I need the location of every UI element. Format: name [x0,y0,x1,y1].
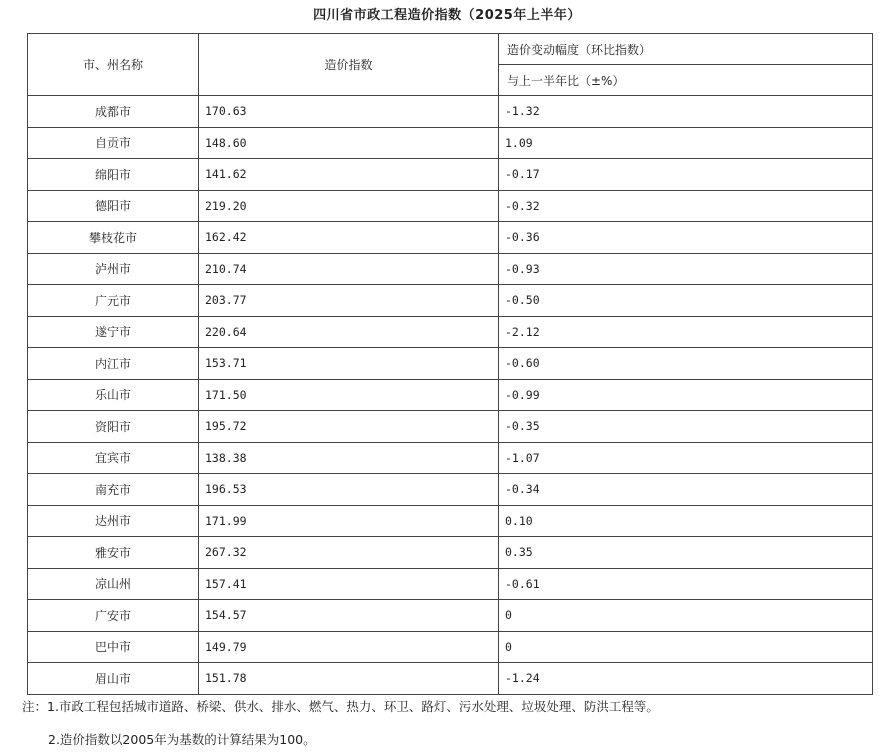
row-city-cell: 雅安市 [28,537,199,569]
table-row [28,190,873,222]
row-change-cell: -0.93 [499,253,873,285]
table-title: 四川省市政工程造价指数（2025年上半年） [313,8,581,23]
table-row [28,568,873,600]
table-row [28,222,873,254]
row-index-cell: 162.42 [199,222,499,254]
header-index: 造价指数 [199,34,499,96]
row-change-cell: -0.34 [499,474,873,506]
table-row [28,379,873,411]
table-row [28,316,873,348]
row-index-cell: 219.20 [199,190,499,222]
row-change-cell: 0.35 [499,537,873,569]
row-city-cell: 自贡市 [28,127,199,159]
row-city-cell: 绵阳市 [28,159,199,191]
note-1: 注：1.市政工程包括城市道路、桥梁、供水、排水、燃气、热力、环卫、路灯、污水处理、垃圾处理、防洪工程等。 [22,699,659,714]
table-row [28,442,873,474]
row-city-cell: 凉山州 [28,568,199,600]
row-index-cell: 138.38 [199,442,499,474]
row-index-cell: 171.99 [199,505,499,537]
row-change-cell: -0.50 [499,285,873,317]
row-city-cell: 泸州市 [28,253,199,285]
table-row [28,474,873,506]
row-city-cell: 广元市 [28,285,199,317]
price-index-table [27,33,873,695]
row-city-cell: 德阳市 [28,190,199,222]
row-change-cell: 0 [499,631,873,663]
row-change-cell: 1.09 [499,127,873,159]
row-index-cell: 151.78 [199,663,499,695]
table-row [28,253,873,285]
row-city-cell: 广安市 [28,600,199,632]
row-city-cell: 遂宁市 [28,316,199,348]
row-index-cell: 154.57 [199,600,499,632]
row-index-cell: 196.53 [199,474,499,506]
header-change-sub: 与上一半年比（±%） [499,65,873,96]
row-change-cell: -0.32 [499,190,873,222]
row-change-cell: -0.17 [499,159,873,191]
row-change-cell: -0.99 [499,379,873,411]
row-city-cell: 成都市 [28,96,199,128]
row-city-cell: 资阳市 [28,411,199,443]
row-city-cell: 巴中市 [28,631,199,663]
row-change-cell: -0.36 [499,222,873,254]
row-index-cell: 203.77 [199,285,499,317]
table-row [28,348,873,380]
row-index-cell: 170.63 [199,96,499,128]
table-row [28,631,873,663]
row-index-cell: 195.72 [199,411,499,443]
row-change-cell: -1.07 [499,442,873,474]
row-index-cell: 148.60 [199,127,499,159]
header-city: 市、州名称 [28,34,199,96]
row-change-cell: -0.61 [499,568,873,600]
row-index-cell: 267.32 [199,537,499,569]
row-change-cell: -0.60 [499,348,873,380]
row-change-cell: -0.35 [499,411,873,443]
row-city-cell: 南充市 [28,474,199,506]
row-index-cell: 157.41 [199,568,499,600]
row-index-cell: 171.50 [199,379,499,411]
row-change-cell: 0.10 [499,505,873,537]
table-row [28,159,873,191]
note-2: 2.造价指数以2005年为基数的计算结果为100。 [48,732,316,747]
table-row [28,505,873,537]
row-city-cell: 达州市 [28,505,199,537]
table-row [28,127,873,159]
row-change-cell: -1.24 [499,663,873,695]
row-index-cell: 220.64 [199,316,499,348]
row-city-cell: 乐山市 [28,379,199,411]
row-change-cell: -1.32 [499,96,873,128]
table-row [28,600,873,632]
table-row [28,96,873,128]
row-change-cell: 0 [499,600,873,632]
row-index-cell: 210.74 [199,253,499,285]
header-change: 造价变动幅度（环比指数） [499,34,873,65]
row-index-cell: 153.71 [199,348,499,380]
table-row [28,411,873,443]
table-body [28,96,873,695]
table-row [28,663,873,695]
row-city-cell: 攀枝花市 [28,222,199,254]
row-city-cell: 眉山市 [28,663,199,695]
row-index-cell: 141.62 [199,159,499,191]
table-row [28,285,873,317]
row-index-cell: 149.79 [199,631,499,663]
row-city-cell: 宜宾市 [28,442,199,474]
row-city-cell: 内江市 [28,348,199,380]
row-change-cell: -2.12 [499,316,873,348]
table-row [28,537,873,569]
